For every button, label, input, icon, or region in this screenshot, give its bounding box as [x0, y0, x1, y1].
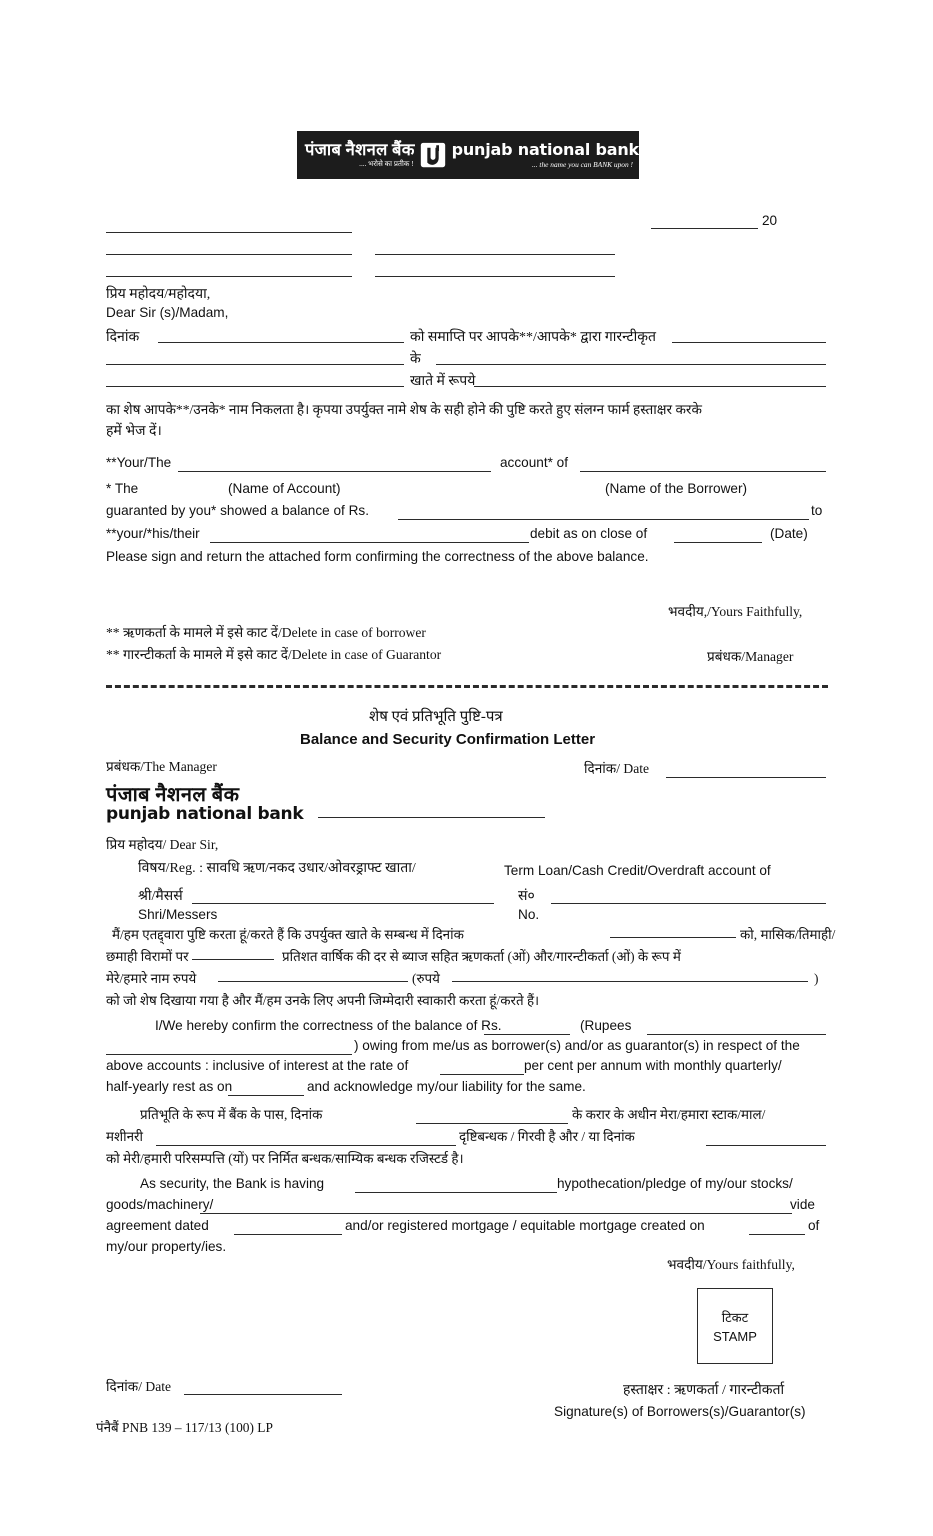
confirm-body-hindi-2b: प्रतिशत वार्षिक की दर से ब्याज सहित ऋणकर्ता (ओं) और/गारन्टीकर्ता (ओं) के रूप में: [282, 949, 681, 964]
confirm-body-english-2: ) owing from me/us as borrower(s) and/or as guarantor(s) in respect of the: [354, 1038, 800, 1053]
confirm-body-amount-rule[interactable]: [218, 981, 408, 982]
footer-date-label: दिनांक/ Date: [106, 1379, 172, 1394]
security-english-1a: As security, the Bank is having: [140, 1176, 325, 1191]
letter-line-3a-rule[interactable]: [106, 386, 404, 387]
account-no-rule[interactable]: [551, 903, 826, 904]
letter-line-2-mid-text: के: [410, 352, 421, 367]
confirm-body-rate-rule[interactable]: [192, 959, 274, 960]
account-no-english: No.: [518, 907, 540, 922]
confirm-body-hindi-3c: ): [814, 971, 819, 986]
logo-hindi-block: [297, 142, 418, 168]
security-english-3b: and/or registered mortgage / equitable mortgage created on: [345, 1218, 705, 1233]
logo-hindi-tagline: .... भरोसे का प्रतीक !: [359, 159, 414, 168]
confirm-body-hindi-2a: छमाही विरामों पर: [106, 949, 189, 964]
letter-line-2a-rule[interactable]: [106, 364, 404, 365]
shri-messers-english: Shri/Messers: [138, 907, 218, 922]
logo-english-name: punjab national bank: [451, 139, 639, 159]
security-hindi-1b: के करार के अधीन मेरा/हमारा स्टाक/माल/: [572, 1107, 766, 1122]
account-name-rule[interactable]: [178, 471, 491, 472]
shri-messers-hindi: श्री/मैसर्स: [138, 889, 183, 904]
signature-label-english: Signature(s) of Borrowers(s)/Guarantor(s): [554, 1404, 806, 1419]
security-english-4: my/our property/ies.: [106, 1239, 227, 1254]
debit-as-on-label: debit as on close of: [530, 526, 648, 541]
salutation-english: Dear Sir (s)/Madam,: [106, 305, 229, 320]
confirm-body-hindi-1a: मैं/हम एतद्द्वारा पुष्टि करता हूं/करते हैं कि उपर्युक्त खाते के सम्बन्ध में दिनांक: [112, 927, 464, 942]
confirmation-date-label: दिनांक/ Date: [584, 761, 650, 776]
confirm-body-english-1a: I/We hereby confirm the correctness of the balance of Rs.: [155, 1018, 502, 1033]
date-caption: (Date): [770, 526, 808, 541]
date-line-rule[interactable]: [651, 228, 758, 229]
confirm-english-rupees-cont-rule[interactable]: [106, 1054, 352, 1055]
name-of-account-caption: (Name of Account): [228, 481, 341, 496]
year-suffix: 20: [762, 213, 778, 228]
dear-sir-label: प्रिय महोदय/ Dear Sir,: [106, 837, 219, 852]
security-english-3c: of: [808, 1218, 820, 1233]
security-english-2a: goods/machinery/: [106, 1197, 214, 1212]
confirm-body-hindi-3b: (रुपये: [412, 971, 440, 986]
security-agreement-date-rule[interactable]: [416, 1123, 568, 1124]
name-of-borrower-caption: (Name of the Borrower): [605, 481, 748, 496]
address-line-3-rule[interactable]: [106, 276, 352, 277]
confirm-body-hindi-4: को जो शेष दिखाया गया है और मैं/हम उनके लिए अपनी जिम्मेदारी स्वाकारी करता हूं/करते हैं।: [106, 993, 540, 1008]
letter-line-2b-rule[interactable]: [436, 364, 826, 365]
letter-line-3b-rule[interactable]: [474, 386, 826, 387]
address-line-2-rule[interactable]: [106, 254, 352, 255]
letter-line-3-mid-text: खाते में रूपये: [410, 374, 476, 389]
stamp-label-english: STAMP: [713, 1329, 757, 1344]
security-hindi-1a: प्रतिभूति के रूप में बैंक के पास, दिनांक: [140, 1107, 323, 1122]
date-label-hindi: दिनांक: [106, 330, 140, 345]
reg-label-hindi: विषय/Reg. : सावधि ऋण/नकद उधार/ओवरड्राफ्ट खाता/: [138, 861, 416, 876]
letter-line-1-mid-text: को समाप्ति पर आपके**/आपके* द्वारा गारन्टीकृत: [410, 330, 656, 345]
account-of-label: account* of: [500, 455, 569, 470]
borrower-name-rule[interactable]: [580, 471, 826, 472]
account-no-hindi: सं०: [518, 889, 535, 904]
confirmation-date-rule[interactable]: [666, 777, 826, 778]
confirm-body-date-rule[interactable]: [610, 937, 736, 938]
confirm-body-english-3b: per cent per annum with monthly quarterly/: [524, 1058, 782, 1073]
branch-name-rule[interactable]: [318, 817, 545, 818]
stamp-box: [697, 1288, 773, 1364]
confirm-english-rate-rule[interactable]: [440, 1074, 524, 1075]
your-his-their-label: **your/*his/their: [106, 526, 200, 541]
stamp-label-hindi: टिकट: [721, 1310, 749, 1325]
security-english-created-on-rule[interactable]: [749, 1234, 805, 1235]
confirm-english-rupees-rule[interactable]: [647, 1034, 826, 1035]
security-hindi-2b: दृष्टिबन्धक / गिरवी है और / या दिनांक: [459, 1129, 635, 1144]
pnb-monogram-icon: [420, 142, 446, 168]
form-code: पंनैबैं PNB 139 – 117/13 (100) LP: [96, 1420, 273, 1435]
confirmation-title-hindi: शेष एवं प्रतिभूति पुष्टि-पत्र: [369, 709, 503, 725]
confirm-body-hindi-3a: मेरे/हमारे नाम रुपये: [106, 971, 197, 986]
logo-english-tagline: ... the name you can BANK upon !: [532, 159, 633, 169]
the-star-label: * The: [106, 481, 139, 496]
security-hindi-2a: मशीनरी: [106, 1129, 143, 1144]
salutation-hindi: प्रिय महोदय/महोदया,: [106, 287, 211, 302]
security-english-1b: hypothecation/pledge of my/our stocks/: [557, 1176, 793, 1191]
to-label: to: [811, 503, 823, 518]
letter-paragraph-hindi-line-2: हमें भेज दें।: [106, 424, 162, 439]
security-machinery-rule[interactable]: [156, 1145, 456, 1146]
debit-amount-rule[interactable]: [210, 542, 529, 543]
your-the-label: **Your/The: [106, 455, 172, 470]
letter-paragraph-hindi-line-1: का शेष आपके**/उनके* नाम निकलता है। कृपया उपर्युक्त नामे शेष के सही होने की पुष्टि करते हुए संलग्न फार्म हस्ताक्षर करके: [106, 402, 702, 417]
debit-date-rule[interactable]: [674, 542, 762, 543]
security-english-3a: agreement dated: [106, 1218, 209, 1233]
balance-amount-rule[interactable]: [398, 519, 809, 520]
confirm-body-english-4b: and acknowledge my/our liability for the same.: [307, 1079, 586, 1094]
tear-off-divider: [106, 685, 828, 688]
address-line-1-rule[interactable]: [106, 232, 352, 233]
signature-label-hindi: हस्ताक्षर : ऋणकर्ता / गारन्टीकर्ता: [623, 1383, 785, 1398]
letter-line-1a-rule[interactable]: [158, 342, 404, 343]
the-manager-label: प्रबंधक/The Manager: [106, 759, 217, 774]
address-line-2b-rule[interactable]: [375, 254, 615, 255]
confirm-body-english-4a: half-yearly rest as on: [106, 1079, 233, 1094]
yours-faithfully-upper: भवदीय,/Yours Faithfully,: [668, 604, 803, 619]
security-english-agreement-rule[interactable]: [234, 1234, 342, 1235]
confirm-body-english-1b: (Rupees: [580, 1018, 632, 1033]
note-delete-borrower: ** ऋणकर्ता के मामले में इसे काट दें/Delete in case of borrower: [106, 625, 426, 640]
security-english-goods-rule[interactable]: [200, 1213, 792, 1214]
confirm-body-words-rule[interactable]: [452, 981, 808, 982]
yours-faithfully-lower: भवदीय/Yours faithfully,: [667, 1257, 795, 1272]
note-delete-guarantor: ** गारन्टीकर्ता के मामले में इसे काट दें/Delete in case of Guarantor: [106, 647, 442, 662]
security-english-hypothecation-rule[interactable]: [355, 1192, 557, 1193]
pnb-wordmark-secondary: [106, 785, 303, 824]
pnb-wordmark-english: punjab national bank: [106, 804, 304, 824]
manager-label-upper: प्रबंधक/Manager: [707, 649, 794, 664]
logo-english-block: [451, 139, 639, 169]
security-mortgage-date-rule[interactable]: [706, 1145, 826, 1146]
confirm-english-balance-rule[interactable]: [484, 1034, 570, 1035]
confirm-body-english-3a: above accounts : inclusive of interest at the rate of: [106, 1058, 409, 1073]
address-line-3b-rule[interactable]: [375, 276, 615, 277]
pnb-wordmark-hindi: पंजाब नैशनल बैंक: [106, 784, 240, 806]
security-english-2b: vide: [790, 1197, 815, 1212]
footer-date-rule[interactable]: [184, 1394, 342, 1395]
pnb-logo-banner: [297, 131, 639, 179]
reg-label-english: Term Loan/Cash Credit/Overdraft account of: [504, 863, 771, 878]
confirm-body-hindi-1b: को, मासिक/तिमाही/: [740, 927, 836, 942]
letter-line-1b-rule[interactable]: [672, 342, 826, 343]
security-hindi-3: को मेरी/हमारी परिसम्पत्ति (यों) पर निर्मित बन्धक/साम्यिक बन्धक रजिस्टर्ड है।: [106, 1151, 464, 1166]
confirm-english-reston-rule[interactable]: [228, 1095, 304, 1096]
please-sign-instruction: Please sign and return the attached form confirming the correctness of the above balance.: [106, 549, 649, 564]
confirmation-title-english: Balance and Security Confirmation Letter: [300, 731, 596, 748]
guaranteed-balance-label: guaranted by you* showed a balance of Rs.: [106, 503, 369, 518]
logo-hindi-name: पंजाब नैशनल बैंक: [305, 140, 415, 160]
shri-messers-rule[interactable]: [192, 903, 494, 904]
